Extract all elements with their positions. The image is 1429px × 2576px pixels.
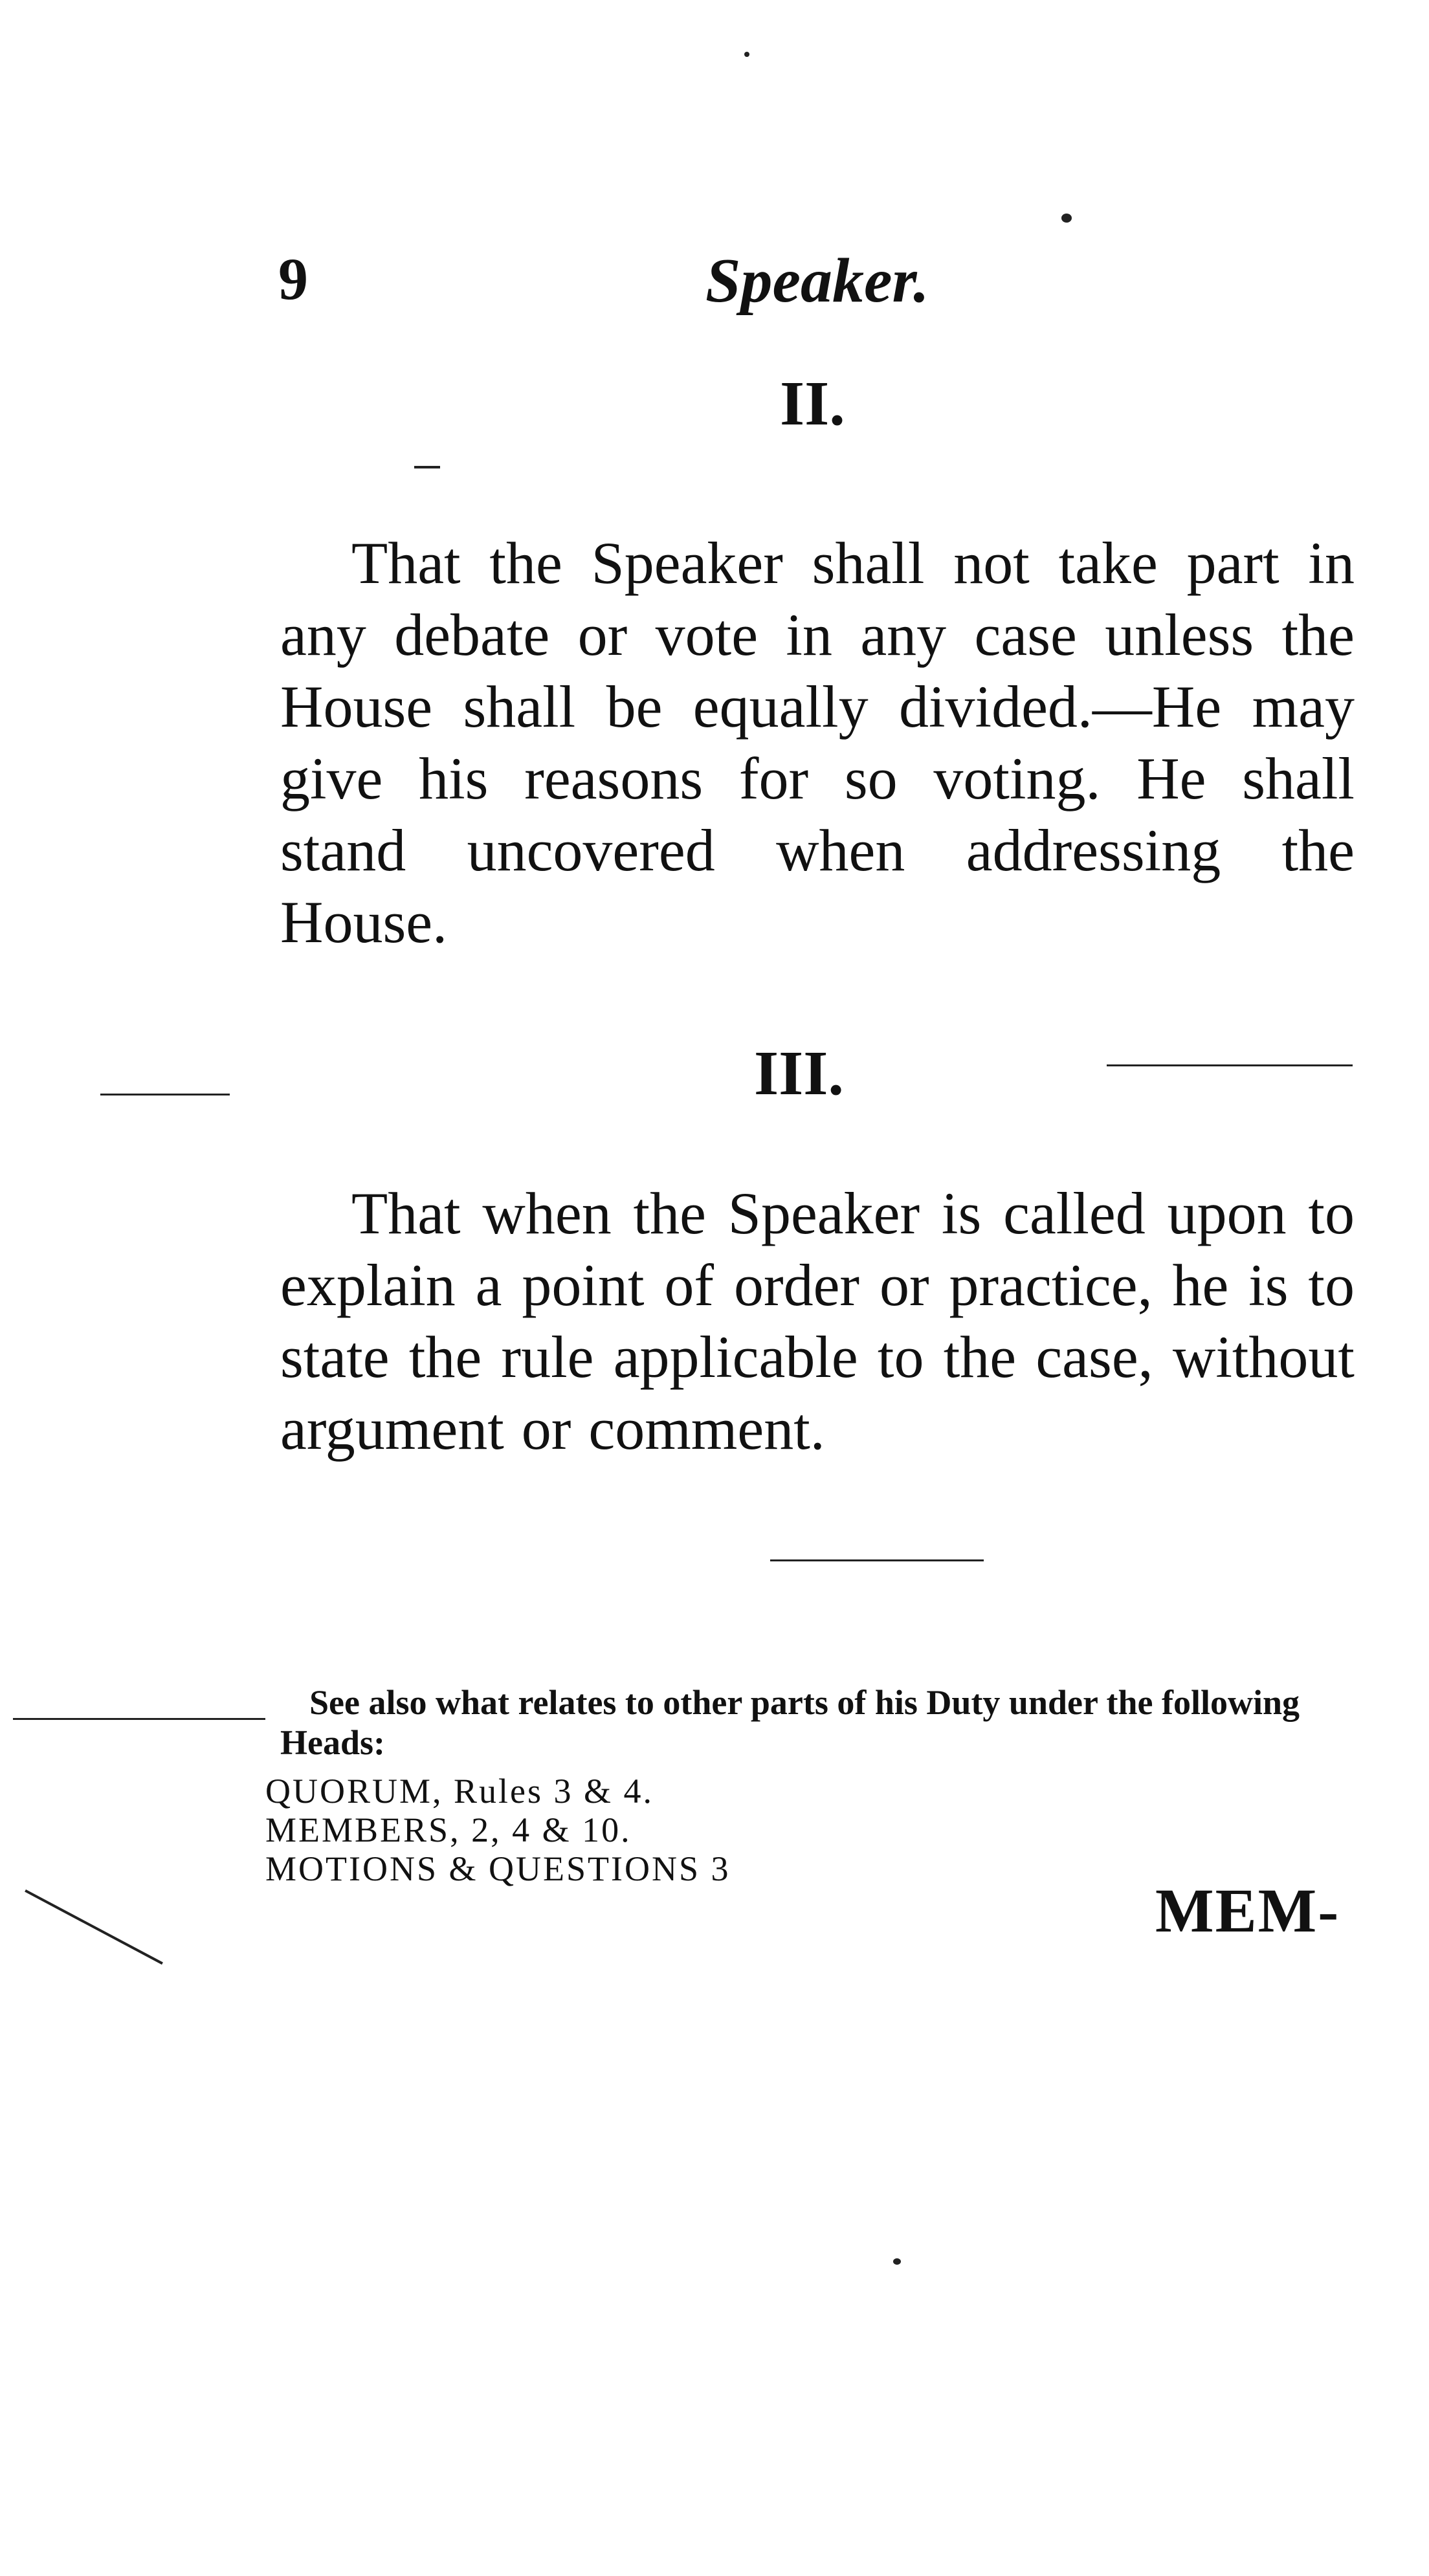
scan-speck	[1061, 214, 1072, 223]
running-title: Speaker.	[705, 246, 929, 316]
scan-speck	[744, 52, 749, 57]
page-number: 9	[278, 246, 308, 312]
heads-list	[265, 1772, 731, 1888]
scan-speck	[25, 1889, 163, 1965]
scan-speck	[414, 466, 440, 468]
rule-paragraph: That when the Speaker is called upon to explain a point of order or practice, he is to state the rule applicable to the case, without argument or comment.	[280, 1180, 1355, 1462]
rule-text-3	[280, 1178, 1355, 1465]
head-item-members: MEMBERS, 2, 4 & 10.	[265, 1811, 632, 1849]
rule-text-2	[280, 527, 1355, 958]
scan-speck	[770, 1559, 984, 1561]
catchword: MEM-	[1155, 1876, 1340, 1945]
scan-speck	[893, 2258, 901, 2265]
rule-paragraph: That the Speaker shall not take part in any debate or vote in any case unless the House shall be equally divided.—He may give his reasons for so voting. He shall stand uncovered when addressing the House.	[280, 530, 1355, 955]
scan-speck	[1107, 1064, 1353, 1066]
see-also-note: See also what relates to other parts of his Duty under the following Heads:	[280, 1683, 1300, 1762]
scan-speck	[13, 1718, 265, 1720]
head-item-quorum: QUORUM, Rules 3 & 4.	[265, 1772, 654, 1811]
section-heading-2: II.	[780, 369, 845, 439]
head-item-motions: MOTIONS & QUESTIONS 3	[265, 1849, 731, 1888]
section-heading-3: III.	[754, 1039, 844, 1108]
scan-speck	[100, 1094, 230, 1095]
